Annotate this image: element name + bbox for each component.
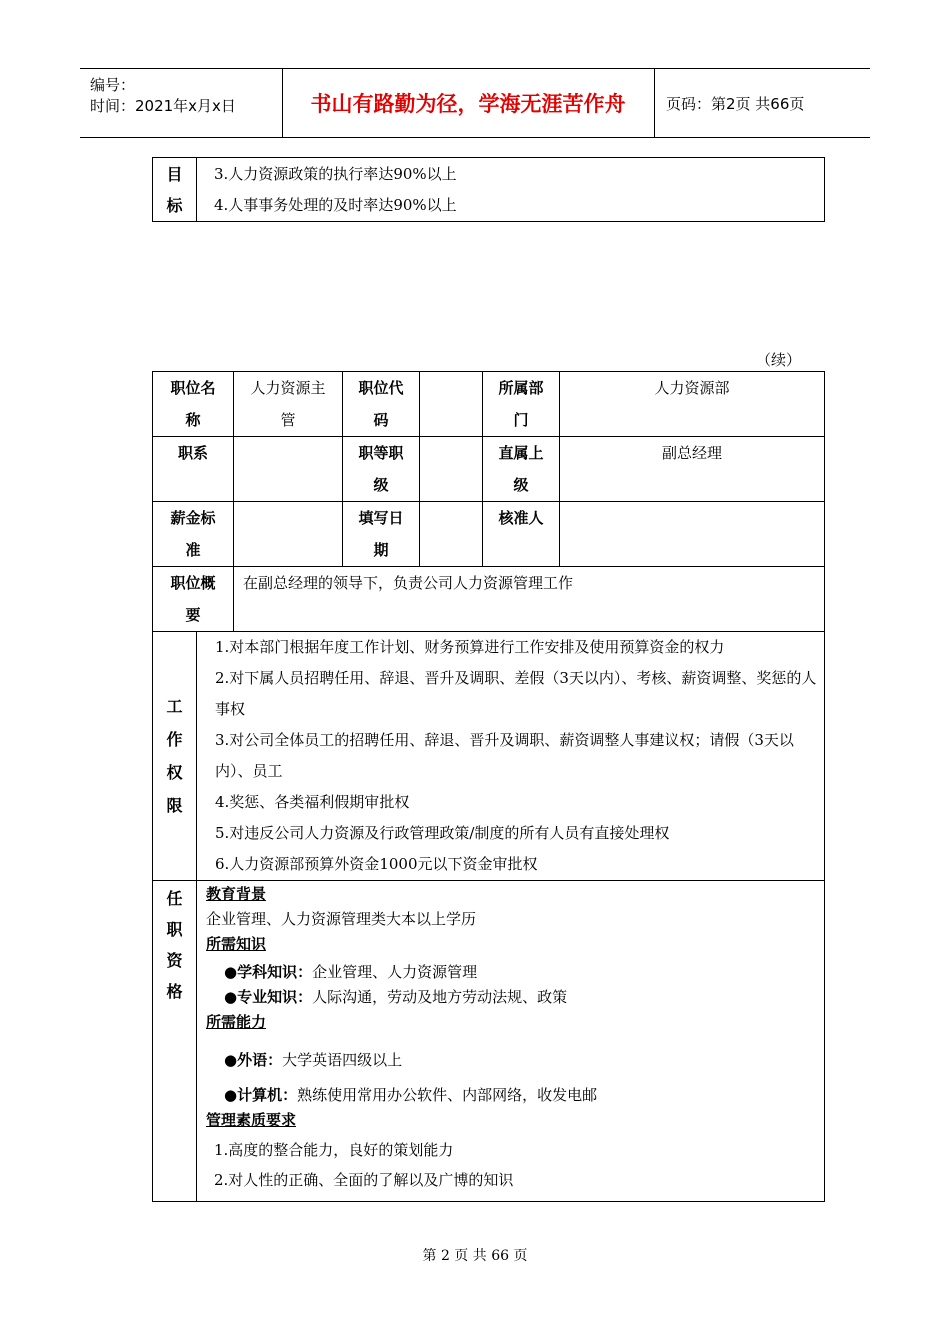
department-value: 人力资源部 (560, 372, 825, 437)
position-code-value (420, 372, 483, 437)
goal-item: 3.人力资源政策的执行率达90%以上 (214, 165, 457, 183)
management-quality-heading: 管理素质要求 (206, 1111, 297, 1129)
authority-item: 3.对公司全体员工的招聘任用、辞退、晋升及调职、薪资调整人事建议权；请假（3天以内）、员工 (215, 731, 794, 780)
job-series-label: 职系 (153, 437, 234, 502)
job-row-basic (153, 372, 825, 437)
job-description-table (152, 371, 825, 1202)
goal-label-char: 标 (166, 196, 183, 215)
knowledge-item: ●学科知识：企业管理、人力资源管理 (224, 963, 478, 981)
goal-label-cell (153, 158, 197, 222)
goal-item: 4.人事事务处理的及时率达90%以上 (214, 196, 457, 214)
direct-superior-value: 副总经理 (560, 437, 825, 502)
qualifications-content (197, 881, 825, 1202)
knowledge-heading: 所需知识 (206, 935, 267, 953)
job-series-value (234, 437, 343, 502)
authority-item: 5.对违反公司人力资源及行政管理政策/制度的所有人员有直接处理权 (215, 824, 670, 842)
authority-item: 2.对下属人员招聘任用、辞退、晋升及调职、差假（3天以内）、考核、薪资调整、奖惩的人事权 (215, 669, 817, 718)
job-row-series (153, 437, 825, 502)
ability-item: ●计算机：熟练使用常用办公软件、内部网络，收发电邮 (224, 1086, 598, 1104)
position-name-value: 人力资源主 管 (234, 372, 343, 437)
position-code-label: 职位代 码 (343, 372, 420, 437)
job-row-salary (153, 502, 825, 567)
work-authority-label: 工 作 权 限 (153, 632, 197, 881)
header-page-info: 页码：第2页 共66页 (666, 95, 805, 113)
approver-label: 核准人 (483, 502, 560, 567)
authority-item: 1.对本部门根据年度工作计划、财务预算进行工作安排及使用预算资金的权力 (215, 638, 725, 656)
page-header (80, 68, 870, 138)
job-row-authority (153, 632, 825, 881)
approver-value (560, 502, 825, 567)
header-motto: 书山有路勤为径，学海无涯苦作舟 (310, 91, 626, 116)
job-row-summary (153, 567, 825, 632)
job-row-qualifications (153, 881, 825, 1202)
goal-table (152, 157, 825, 222)
position-name-label: 职位名 称 (153, 372, 234, 437)
work-authority-list (197, 632, 825, 881)
salary-standard-label: 薪金标 准 (153, 502, 234, 567)
page-footer: 第 2 页 共 66 页 (422, 1248, 528, 1264)
ability-item: ●外语：大学英语四级以上 (224, 1051, 403, 1069)
goal-label-char: 目 (166, 165, 183, 184)
header-divider (654, 69, 655, 137)
job-grade-label: 职等职 级 (343, 437, 420, 502)
qualifications-label: 任 职 资 格 (153, 881, 197, 1202)
education-text: 企业管理、人力资源管理类大本以上学历 (206, 910, 477, 928)
fill-date-label: 填写日 期 (343, 502, 420, 567)
document-date: 时间：2021年x月x日 (90, 97, 236, 115)
continued-note: （续） (756, 351, 802, 369)
quality-item: 2.对人性的正确、全面的了解以及广博的知识 (214, 1171, 514, 1189)
fill-date-value (420, 502, 483, 567)
department-label: 所属部 门 (483, 372, 560, 437)
ability-heading: 所需能力 (206, 1013, 267, 1031)
education-heading: 教育背景 (206, 885, 267, 903)
quality-item: 1.高度的整合能力，良好的策划能力 (214, 1141, 454, 1159)
position-summary-text: 在副总经理的领导下，负责公司人力资源管理工作 (234, 567, 825, 632)
document-code-label: 编号： (90, 76, 136, 94)
position-summary-label: 职位概 要 (153, 567, 234, 632)
job-grade-value (420, 437, 483, 502)
authority-item: 6.人力资源部预算外资金1000元以下资金审批权 (215, 855, 538, 873)
knowledge-item: ●专业知识：人际沟通，劳动及地方劳动法规、政策 (224, 988, 568, 1006)
goal-items-cell (197, 158, 825, 222)
direct-superior-label: 直属上 级 (483, 437, 560, 502)
authority-item: 4.奖惩、各类福利假期审批权 (215, 793, 410, 811)
salary-standard-value (234, 502, 343, 567)
